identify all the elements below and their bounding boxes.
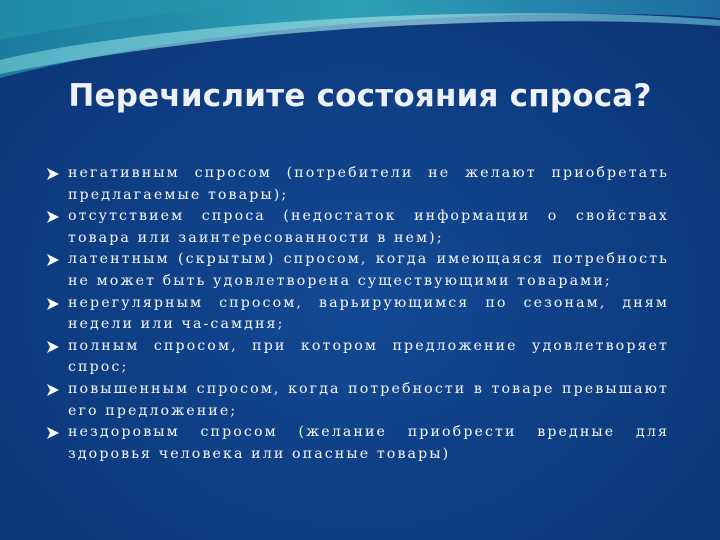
list-item-text: повышенным спросом, когда потребности в товаре превышают его предложение;: [68, 380, 669, 419]
header-swoosh-decoration: [0, 0, 720, 90]
demand-states-list: [46, 163, 669, 465]
arrow-bullet-icon: [46, 253, 60, 267]
slide-title: Перечислите состояния спроса?: [68, 78, 652, 114]
arrow-bullet-icon: [46, 210, 60, 224]
list-item-text: нерегулярным спросом, варьирующимся по сезонам, дням недели или ча-самдня;: [68, 294, 669, 333]
arrow-bullet-icon: [46, 340, 60, 354]
list-item: [46, 422, 669, 465]
arrow-bullet-icon: [46, 426, 60, 440]
list-item: [46, 249, 669, 292]
list-item: [46, 336, 669, 379]
list-item: [46, 163, 669, 206]
arrow-bullet-icon: [46, 167, 60, 181]
arrow-bullet-icon: [46, 297, 60, 311]
list-item: [46, 206, 669, 249]
list-item: [46, 379, 669, 422]
list-item-text: отсутствием спроса (недостаток информации о свойствах товара или заинтересованности в нем);: [68, 208, 669, 246]
arrow-bullet-icon: [46, 383, 60, 397]
list-item-text: негативным спросом (потребители не желают приобретать предлагаемые товары);: [68, 165, 669, 203]
list-item-text: полным спросом, при котором предложение удовлетворяет спрос;: [68, 337, 669, 376]
list-item: [46, 293, 669, 336]
list-item-text: нездоровым спросом (желание приобрести вредные для здоровья человека или опасные товары): [68, 424, 669, 462]
list-item-text: латентным (скрытым) спросом, когда имеющаяся потребность не может быть удовлетворена существующими товарами;: [68, 251, 669, 289]
